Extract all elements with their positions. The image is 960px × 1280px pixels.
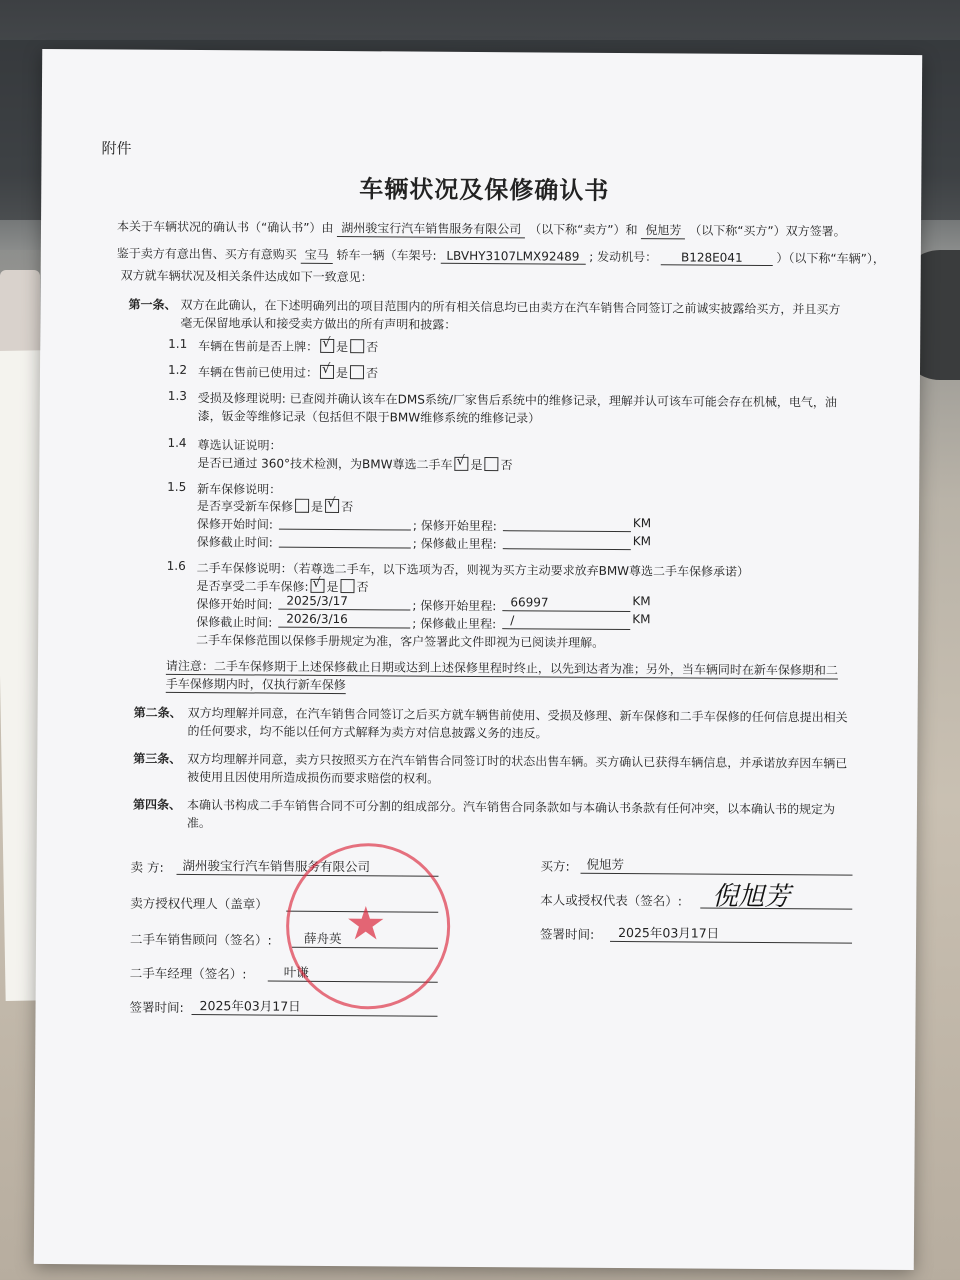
item-1-1 [198,337,378,355]
intro-line-1 [117,217,846,240]
document-page [34,49,922,1270]
used-warranty-start-km-label: ; 保修开始里程: [412,598,497,614]
checkbox-yes[interactable] [295,499,309,513]
used-warranty-start-time-label: 保修开始时间: [196,597,273,612]
used-warranty-start-km-field [502,610,630,612]
item-1-5-text: 是否享受新车保修 [197,499,294,514]
article-3-text-1: 双方均理解并同意，卖方只按照买方在汽车销售合同签订时的状态出售车辆。买方确认已获得车辆信息，并承诺放弃因车辆已 [187,751,848,771]
checkbox-no[interactable] [350,339,364,353]
new-warranty-start-km-field [503,530,631,532]
seller-agent-label: 卖方授权代理人（盖章） [130,895,268,912]
intro-seller: 湖州骏宝行汽车销售服务有限公司 [337,219,525,238]
intro-line-2 [117,244,885,267]
item-1-3-number: 1.3 [167,388,187,403]
intro-text: 鉴于卖方有意出售、买方有意购买 [116,246,297,262]
no-label: 否 [341,500,354,515]
article-4-text-1: 本确认书构成二手车销售合同不可分割的组成部分。汽车销售合同条款如与本确认书条款有任何冲突，以本确认书的规定为 [186,797,836,817]
seller-value: 湖州骏宝行汽车销售服务有限公司 [182,857,371,875]
new-warranty-end-time-field [279,547,411,549]
item-1-6-title: 二手车保修说明：（若尊选二手车，以下选项为否，则视为买方主动要求放弃BMW尊选二手车保修承诺） [196,561,750,579]
intro-text: 轿车一辆（车架号: [336,248,437,263]
checkbox-no[interactable] [485,457,499,471]
buyer-date-line [610,941,852,944]
used-warranty-scope: 二手车保修范围以保修手册规定为准，客户签署此文件即视为已阅读并理解。 [196,633,605,650]
intro-text: 本关于车辆状况的确认书（“确认书”）由 [116,219,334,235]
checkbox-yes[interactable] [454,457,468,471]
km-unit: KM [632,516,652,531]
sales-advisor-label: 二手车销售顾问（签名）: [129,931,272,948]
article-3-label: 第三条、 [133,751,182,766]
buyer-representative-label: 本人或授权代表（签名）: [540,892,683,909]
checkbox-no[interactable] [341,579,355,593]
no-label: 否 [365,366,379,381]
item-1-6-text: 是否享受二手车保修: [196,579,309,594]
item-1-4-text: 是否已通过 360°技术检测，为BMW尊选二手车 [197,456,453,472]
intro-text: ）（以下称“车辆”）， [776,251,885,266]
intro-vin: LBVHY3107LMX92489 [440,249,585,265]
warranty-note-line-1: 请注意：二手车保修期于上述保修截止日期或达到上述保修里程时终止，以先到达者为准；另外，当车辆同时在新车保修期和二 [165,658,838,678]
seller-date-value: 2025年03月17日 [199,998,301,1014]
item-1-5 [197,497,353,515]
used-warranty-end-km: / [510,613,515,628]
km-unit: KM [632,594,651,609]
yes-label: 是 [326,579,339,595]
intro-brand: 宝马 [301,246,333,264]
seal-star-icon: ★ [344,896,387,951]
new-warranty-end-km-label: ; 保修截止里程: [412,536,497,552]
item-1-2 [198,363,378,381]
used-warranty-end-time-field [278,627,410,629]
item-1-2-number: 1.2 [167,362,188,377]
item-1-3-text-2: 漆，钣金等维修记录（包括但不限于BMW维修系统的维修记录） [197,409,541,426]
seller-label: 卖 方: [130,859,164,875]
used-warranty-start-time-field [278,609,410,611]
item-1-4 [197,454,512,473]
checkbox-yes[interactable] [320,365,334,379]
no-label: 否 [500,458,513,473]
no-label: 否 [356,580,369,595]
company-seal [283,843,451,1010]
buyer-date-value: 2025年03月17日 [618,924,720,941]
article-2-label: 第二条、 [133,705,182,720]
intro-buyer: 倪旭芳 [641,221,685,239]
checkbox-no[interactable] [350,365,364,379]
item-1-1-number: 1.1 [168,336,188,351]
article-1-text-1: 双方在此确认，在下述明确列出的项目范围内的所有相关信息均已由卖方在汽车销售合同签订之前诚实披露给买方，并且买方 [180,297,841,317]
km-unit: KM [632,534,652,549]
article-2-text-1: 双方均理解并同意，在汽车销售合同签订之后买方就车辆售前使用、受损及修理、新车保修和二手车保修的任何信息提出相关 [187,705,848,725]
document-title: 车辆状况及保修确认书 [359,175,610,205]
used-warranty-end-km-field [502,628,630,630]
item-1-1-text: 车辆在售前是否上牌： [198,339,319,354]
buyer-value: 倪旭芳 [586,856,625,873]
intro-line-3: 双方就车辆状况及相关条件达成如下一致意见： [120,268,373,285]
used-warranty-end-time-label: 保修截止时间: [196,615,273,630]
yes-label: 是 [335,366,349,381]
intro-text: ; 发动机号： [589,249,658,265]
article-1-text-2: 毫无保留地承认和接受卖方做出的所有声明和披露： [180,315,457,332]
yes-label: 是 [470,457,483,473]
warranty-note-line-2: 手车保修期内时，仅执行新车保修 [165,676,346,693]
buyer-signature: 倪旭芳 [712,881,791,913]
checkbox-yes[interactable] [320,339,334,353]
used-car-manager-label: 二手车经理（签名）: [129,965,247,982]
new-warranty-end-km-field [503,548,631,550]
used-warranty-start-date: 2025/3/17 [286,593,348,609]
item-1-5-title: 新车保修说明： [197,482,282,497]
item-1-3-text-1: 受损及修理说明: 已查阅并确认该车在DMS系统/厂家售后系统中的维修记录，理解并认可该车可能会存在机械，电气，油 [197,391,837,410]
item-1-4-title: 尊选认证说明： [197,438,282,453]
used-car-manager-value: 叶谦 [283,964,309,980]
article-4-label: 第四条、 [132,797,182,812]
item-1-6-number: 1.6 [166,558,186,573]
new-warranty-start-time-label: 保修开始时间: [196,517,274,532]
buyer-date-label: 签署时间: [540,926,595,942]
article-1-label: 第一条、 [128,297,177,312]
item-1-6 [196,577,368,595]
item-1-2-text: 车辆在售前已使用过： [197,365,319,380]
seller-date-line [192,1014,438,1017]
yes-label: 是 [311,499,324,514]
new-warranty-start-km-label: ; 保修开始里程: [412,518,497,534]
buyer-label: 买方: [540,858,570,874]
new-warranty-start-time-field [279,529,411,531]
used-warranty-start-km: 66997 [510,595,549,610]
attachment-label: 附件 [101,139,132,158]
article-4-text-2: 准。 [186,815,211,831]
item-1-5-number: 1.5 [167,479,187,494]
new-warranty-end-time-label: 保修截止时间: [196,535,273,550]
no-label: 否 [366,340,379,355]
seller-date-label: 签署时间: [129,999,184,1015]
intro-engine: B128E041 [661,250,773,266]
checkbox-no[interactable] [325,499,339,513]
checkbox-yes[interactable] [311,579,325,593]
article-2-text-2: 的任何要求，均不能以任何方式解释为卖方对信息披露义务的违反。 [187,723,548,741]
used-warranty-end-km-label: ; 保修截止里程: [412,616,497,632]
intro-text: （以下称“买方”）双方签署。 [689,223,846,239]
km-unit: KM [632,612,651,627]
intro-text: （以下称“卖方”）和 [529,222,638,238]
yes-label: 是 [336,340,349,355]
used-warranty-end-date: 2026/3/16 [286,611,348,627]
item-1-4-number: 1.4 [167,435,187,450]
article-3-text-2: 被使用且因使用所造成损伤而要求赔偿的权利。 [187,769,440,786]
sales-advisor-value: 薛舟英 [303,930,342,947]
